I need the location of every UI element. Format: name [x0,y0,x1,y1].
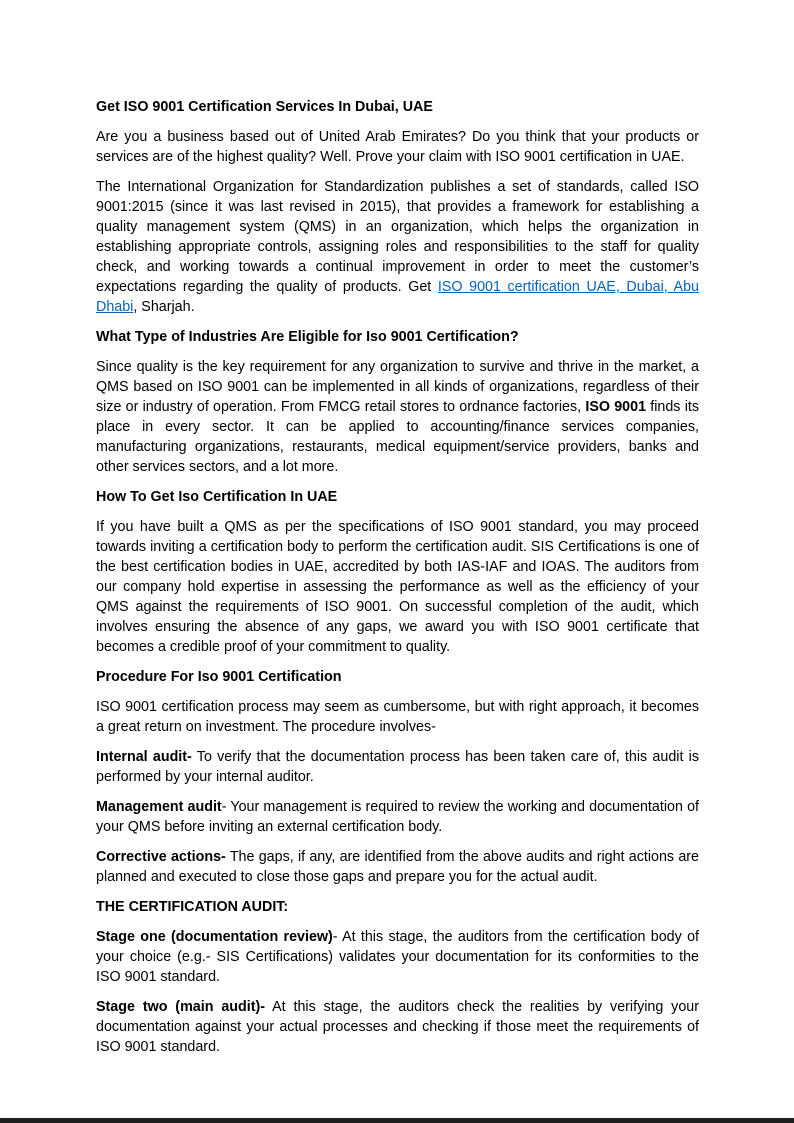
document-paragraph [96,517,699,657]
document-paragraph [96,927,699,987]
text-run: How To Get Iso Certification In UAE [96,489,338,505]
bold-text-run: Internal audit- [96,749,192,765]
document-paragraph [96,357,699,477]
document-body [96,97,699,1057]
document-paragraph [96,127,699,167]
document-heading [96,487,699,507]
bold-text-run: ISO 9001 [585,399,647,415]
document-heading [96,327,699,347]
document-paragraph [96,797,699,837]
text-run: finds its place in every sector. It can be applied to accounting/finance services companies, manufacturing organizations, restaurants, medical equipment/service providers, banks and other services sectors, and a lot more. [96,399,699,475]
text-run: The gaps, if any, are identified from the above audits and right actions are planned and executed to close those gaps and prepare you for the actual audit. [96,849,700,885]
text-run: To verify that the documentation process has been taken care of, this audit is performed by your internal auditor. [96,749,699,785]
text-run: Are you a business based out of United Arab Emirates? Do you think that your products or services are of the highest quality? Well. Prove your claim with ISO 9001 certification in UAE. [96,129,699,165]
document-paragraph [96,697,699,737]
document-paragraph [96,177,699,317]
text-run: What Type of Industries Are Eligible for Iso 9001 Certification? [96,329,519,345]
document-heading [96,667,699,687]
hyperlink-iso-9001-certification[interactable]: ISO 9001 certification UAE, Dubai, Abu Dhabi [96,279,699,315]
text-run: THE CERTIFICATION AUDIT: [96,899,289,915]
text-run: ISO 9001 certification process may seem as cumbersome, but with right approach, it becomes a great return on investment. The procedure involves- [96,699,699,735]
document-heading [96,97,699,117]
text-run: The International Organization for Standardization publishes a set of standards, called ISO 9001:2015 (since it was last revised in 2015), that provides a framework for establishing a quality management system (QMS) in an organization, which helps the organization in establishing appropriate controls, assigning roles and responsibilities to the staff for quality check, and working towards a continual improvement in order to meet the customer’s expectations regarding the quality of products. Get [96,179,699,295]
bold-text-run: Stage two (main audit)- [96,999,265,1015]
text-run: At this stage, the auditors check the realities by verifying your documentation against your actual processes and checking if those meet the requirements of ISO 9001 standard. [96,999,699,1055]
text-run: Since quality is the key requirement for any organization to survive and thrive in the market, a QMS based on ISO 9001 can be implemented in all kinds of organizations, regardless of their size or industry of operation. From FMCG retail stores to ordnance factories, [96,359,699,415]
text-run: , Sharjah. [133,299,195,315]
text-run: Get ISO 9001 Certification Services In Dubai, UAE [96,99,433,115]
bold-text-run: Management audit [96,799,222,815]
text-run: Procedure For Iso 9001 Certification [96,669,342,685]
text-run: - Your management is required to review the working and documentation of your QMS before inviting an external certification body. [96,799,699,835]
document-paragraph [96,847,699,887]
text-run: - At this stage, the auditors from the certification body of your choice (e.g.- SIS Certifications) validates your documentation for its conformities to the ISO 9001 standard. [96,929,699,985]
bold-text-run: Corrective actions- [96,849,226,865]
bold-text-run: Stage one (documentation review) [96,929,333,945]
document-heading [96,897,699,917]
page-bottom-edge [0,1118,794,1123]
document-paragraph [96,747,699,787]
document-paragraph [96,997,699,1057]
text-run: If you have built a QMS as per the specifications of ISO 9001 standard, you may proceed towards inviting a certification body to perform the certification audit. SIS Certifications is one of the best certification bodies in UAE, accredited by both IAS-IAF and IOAS. The auditors from our company hold expertise in assessing the performance as well as the efficiency of your QMS against the requirements of ISO 9001. On successful completion of the audit, which involves ensuring the absence of any gaps, we award you with ISO 9001 certificate that becomes a credible proof of your commitment to quality. [96,519,699,655]
